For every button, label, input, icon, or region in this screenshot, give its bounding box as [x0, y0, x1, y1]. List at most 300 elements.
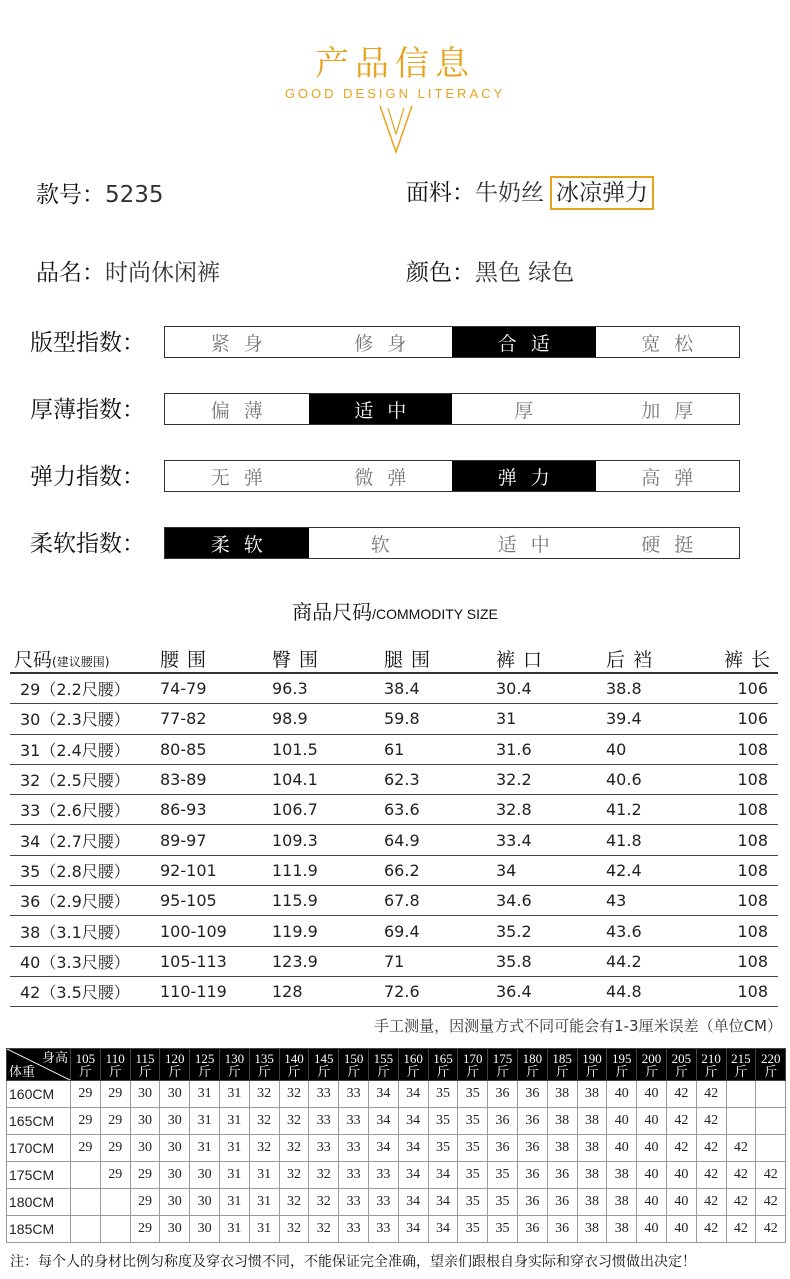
product-name: 品名：时尚休闲裤 — [36, 260, 220, 286]
size-recommendation — [71, 1189, 101, 1216]
size-cell: 62.3 — [384, 770, 420, 790]
size-recommendation — [100, 1189, 130, 1216]
size-cell: 71 — [384, 951, 405, 971]
size-cell: 95-105 — [160, 891, 217, 911]
size-recommendation: 34 — [398, 1216, 428, 1243]
size-cell: 96.3 — [272, 679, 308, 699]
size-recommendation: 31 — [249, 1162, 279, 1189]
weight-unit: 斤 — [734, 1063, 748, 1079]
weight-unit: 斤 — [615, 1063, 629, 1079]
index-option: 微弹 — [354, 466, 421, 489]
size-recommendation: 33 — [309, 1108, 339, 1135]
weight-unit: 斤 — [436, 1063, 450, 1079]
size-recommendation: 31 — [190, 1108, 220, 1135]
size-cell: 80-85 — [160, 739, 207, 759]
weight-value: 180 — [522, 1050, 543, 1066]
size-recommendation: 29 — [71, 1081, 101, 1108]
weight-value: 130 — [224, 1050, 245, 1066]
size-recommendation: 32 — [279, 1081, 309, 1108]
size-recommendation: 35 — [458, 1081, 488, 1108]
size-cell: 111.9 — [272, 860, 318, 880]
weight-value: 175 — [492, 1050, 513, 1066]
weight-value: 115 — [135, 1050, 155, 1066]
size-cell: 42.4 — [606, 860, 642, 880]
size-recommendation — [71, 1162, 101, 1189]
weight-unit: 斤 — [555, 1063, 569, 1079]
size-recommendation: 31 — [219, 1189, 249, 1216]
size-cell: 32.8 — [496, 800, 532, 820]
size-cell: 67.8 — [384, 891, 420, 911]
size-recommendation — [756, 1081, 786, 1108]
weight-unit: 斤 — [168, 1063, 182, 1079]
weight-unit: 斤 — [257, 1063, 271, 1079]
index-label: 弹力指数： — [30, 464, 145, 490]
size-recommendation: 36 — [488, 1135, 518, 1162]
weight-header — [756, 1049, 786, 1081]
height-label: 175CM — [7, 1162, 71, 1189]
size-cell: 34.6 — [496, 891, 532, 911]
size-recommendation: 29 — [100, 1162, 130, 1189]
size-recommendation: 40 — [607, 1135, 637, 1162]
size-cell: 32（2.5尺腰） — [20, 771, 130, 791]
weight-value: 185 — [552, 1050, 572, 1066]
height-label: 185CM — [7, 1216, 71, 1243]
size-row — [10, 765, 778, 795]
size-row — [10, 856, 778, 886]
size-table-title: 商品尺码/COMMODITY SIZE — [292, 600, 498, 624]
size-recommendation — [756, 1108, 786, 1135]
size-cell: 42（3.5尺腰） — [20, 983, 130, 1003]
size-recommendation: 30 — [190, 1162, 220, 1189]
size-cell: 66.2 — [384, 860, 420, 880]
size-recommendation: 30 — [160, 1162, 190, 1189]
index-option: 宽松 — [641, 332, 708, 355]
size-recommendation: 34 — [398, 1135, 428, 1162]
size-recommendation: 36 — [488, 1108, 518, 1135]
size-recommendation: 40 — [637, 1108, 667, 1135]
size-recommendation: 42 — [666, 1135, 696, 1162]
weight-header — [428, 1049, 458, 1081]
weight-value: 135 — [254, 1050, 274, 1066]
size-row — [10, 977, 778, 1007]
size-row — [10, 825, 778, 855]
size-recommendation: 36 — [517, 1081, 547, 1108]
weight-value: 120 — [165, 1050, 185, 1066]
product-colors: 颜色：黑色 绿色 — [406, 260, 575, 286]
size-recommendation: 33 — [368, 1189, 398, 1216]
size-recommendation: 38 — [547, 1135, 577, 1162]
weight-unit: 斤 — [198, 1063, 212, 1079]
height-row — [7, 1162, 786, 1189]
weight-unit: 斤 — [287, 1063, 301, 1079]
size-cell: 72.6 — [384, 982, 420, 1002]
size-recommendation: 35 — [428, 1081, 458, 1108]
size-cell: 38.8 — [606, 679, 642, 699]
size-cell: 36.4 — [496, 982, 532, 1002]
size-cell: 39.4 — [606, 709, 642, 729]
size-cell: 34 — [496, 860, 517, 880]
size-cell: 108 — [737, 830, 768, 850]
size-recommendation: 30 — [130, 1135, 160, 1162]
size-recommendation: 31 — [190, 1081, 220, 1108]
section-title: 产品信息 — [315, 44, 475, 84]
size-cell: 30（2.3尺腰） — [20, 710, 130, 730]
size-cell: 35.8 — [496, 951, 532, 971]
size-recommendation: 31 — [219, 1162, 249, 1189]
size-recommendation: 34 — [398, 1162, 428, 1189]
size-recommendation: 35 — [428, 1108, 458, 1135]
size-recommendation: 33 — [339, 1216, 369, 1243]
weight-value: 150 — [343, 1050, 364, 1066]
weight-header — [100, 1049, 130, 1081]
size-recommendation: 29 — [71, 1135, 101, 1162]
size-table — [10, 644, 778, 1007]
weight-header — [517, 1049, 547, 1081]
size-recommendation: 30 — [190, 1189, 220, 1216]
size-cell: 64.9 — [384, 830, 420, 850]
size-recommendation: 36 — [547, 1189, 577, 1216]
size-recommendation: 40 — [637, 1135, 667, 1162]
weight-value: 105 — [75, 1050, 96, 1066]
size-recommendation: 30 — [160, 1189, 190, 1216]
size-cell: 83-89 — [160, 770, 207, 790]
size-cell: 38（3.1尺腰） — [20, 922, 130, 942]
size-recommendation: 42 — [696, 1216, 726, 1243]
size-recommendation: 35 — [458, 1189, 488, 1216]
size-cell: 89-97 — [160, 830, 207, 850]
size-recommendation: 30 — [130, 1081, 160, 1108]
size-recommendation: 42 — [756, 1189, 786, 1216]
weight-header — [488, 1049, 518, 1081]
weight-value: 155 — [373, 1050, 394, 1066]
weight-unit: 斤 — [645, 1063, 659, 1079]
size-recommendation: 32 — [309, 1162, 339, 1189]
size-cell: 110-119 — [160, 982, 227, 1002]
size-row — [10, 735, 778, 765]
weight-value: 210 — [701, 1050, 721, 1066]
size-recommendation: 33 — [368, 1162, 398, 1189]
size-row — [10, 886, 778, 916]
size-recommendation: 29 — [100, 1081, 130, 1108]
size-recommendation: 31 — [190, 1135, 220, 1162]
size-cell: 108 — [737, 800, 768, 820]
size-recommendation: 38 — [607, 1189, 637, 1216]
weight-unit: 斤 — [138, 1063, 152, 1079]
size-recommendation: 35 — [458, 1135, 488, 1162]
size-recommendation: 35 — [458, 1162, 488, 1189]
style-number: 款号：5235 — [36, 182, 164, 208]
size-cell: 108 — [737, 770, 768, 790]
weight-header — [249, 1049, 279, 1081]
index-option-selected: 合适 — [452, 327, 596, 357]
size-recommendation: 40 — [637, 1081, 667, 1108]
weight-value: 140 — [284, 1050, 304, 1066]
index-scale — [164, 527, 740, 559]
size-row — [10, 947, 778, 977]
size-cell: 38.4 — [384, 679, 420, 699]
size-recommendation: 29 — [100, 1135, 130, 1162]
weight-unit: 斤 — [376, 1063, 390, 1079]
index-option-selected: 适中 — [309, 394, 453, 424]
weight-header — [190, 1049, 220, 1081]
weight-unit: 斤 — [108, 1063, 122, 1079]
size-cell: 123.9 — [272, 951, 318, 971]
height-row — [7, 1108, 786, 1135]
size-row — [10, 916, 778, 946]
size-cell: 36（2.9尺腰） — [20, 892, 130, 912]
size-recommendation: 34 — [398, 1081, 428, 1108]
index-label: 厚薄指数： — [30, 397, 145, 423]
measurement-note: 手工测量，因测量方式不同可能会有1-3厘米误差（单位CM） — [374, 1017, 782, 1035]
weight-value: 190 — [582, 1050, 602, 1066]
size-recommendation: 38 — [607, 1162, 637, 1189]
size-recommendation: 36 — [517, 1216, 547, 1243]
weight-value: 220 — [760, 1050, 781, 1066]
size-recommendation: 35 — [488, 1162, 518, 1189]
size-recommendation: 42 — [726, 1135, 756, 1162]
size-recommendation: 35 — [458, 1108, 488, 1135]
weight-unit: 斤 — [496, 1063, 510, 1079]
index-option: 紧身 — [210, 332, 277, 355]
weight-header — [71, 1049, 101, 1081]
height-label: 165CM — [7, 1108, 71, 1135]
size-recommendation: 29 — [71, 1108, 101, 1135]
size-cell: 41.2 — [606, 800, 642, 820]
weight-header — [368, 1049, 398, 1081]
size-recommendation: 35 — [488, 1189, 518, 1216]
size-recommendation: 42 — [696, 1108, 726, 1135]
size-recommendation: 30 — [130, 1108, 160, 1135]
size-cell: 128 — [272, 982, 303, 1002]
weight-unit: 斤 — [764, 1063, 778, 1079]
size-cell: 40（3.3尺腰） — [20, 952, 130, 972]
weight-value: 110 — [105, 1050, 125, 1066]
size-cell: 100-109 — [160, 921, 227, 941]
corner-weight-label: 体重 — [9, 1064, 36, 1079]
size-recommendation: 38 — [547, 1108, 577, 1135]
weight-header — [309, 1049, 339, 1081]
size-recommendation: 32 — [249, 1108, 279, 1135]
index-option: 硬挺 — [641, 533, 708, 556]
weight-header — [219, 1049, 249, 1081]
size-cell: 35（2.8尺腰） — [20, 861, 130, 881]
fabric: 面料：牛奶丝 冰凉弹力 — [406, 174, 654, 210]
size-recommendation: 42 — [726, 1162, 756, 1189]
size-recommendation: 42 — [756, 1162, 786, 1189]
size-recommendation — [71, 1216, 101, 1243]
size-recommendation: 40 — [637, 1162, 667, 1189]
index-scale — [164, 460, 740, 492]
size-cell: 108 — [737, 982, 768, 1002]
weight-value: 215 — [731, 1050, 751, 1066]
size-recommendation: 30 — [160, 1081, 190, 1108]
size-recommendation: 31 — [249, 1216, 279, 1243]
weight-value: 200 — [641, 1050, 662, 1066]
size-recommendation: 36 — [547, 1216, 577, 1243]
size-recommendation: 33 — [368, 1216, 398, 1243]
weight-unit: 斤 — [674, 1063, 688, 1079]
size-recommendation — [726, 1081, 756, 1108]
size-recommendation — [756, 1135, 786, 1162]
table-corner — [7, 1049, 71, 1081]
size-recommendation: 30 — [160, 1135, 190, 1162]
weight-height-table — [6, 1048, 786, 1243]
size-recommendation: 42 — [696, 1135, 726, 1162]
size-recommendation: 29 — [130, 1189, 160, 1216]
height-label: 160CM — [7, 1081, 71, 1108]
size-recommendation: 34 — [428, 1162, 458, 1189]
size-recommendation: 29 — [130, 1216, 160, 1243]
weight-value: 160 — [403, 1050, 423, 1066]
height-row — [7, 1189, 786, 1216]
weight-unit: 斤 — [347, 1063, 361, 1079]
size-recommendation: 34 — [368, 1081, 398, 1108]
size-cell: 61 — [384, 739, 405, 759]
height-label: 170CM — [7, 1135, 71, 1162]
size-recommendation: 32 — [249, 1135, 279, 1162]
size-recommendation: 32 — [279, 1135, 309, 1162]
index-option: 无弹 — [210, 466, 277, 489]
size-recommendation: 31 — [249, 1189, 279, 1216]
size-recommendation: 34 — [398, 1189, 428, 1216]
size-recommendation: 38 — [577, 1216, 607, 1243]
size-recommendation: 42 — [696, 1189, 726, 1216]
size-cell: 115.9 — [272, 891, 318, 911]
size-recommendation: 33 — [339, 1108, 369, 1135]
size-recommendation: 32 — [279, 1189, 309, 1216]
weight-value: 205 — [671, 1050, 692, 1066]
size-recommendation: 30 — [190, 1216, 220, 1243]
size-cell: 31（2.4尺腰） — [20, 740, 130, 760]
size-recommendation: 36 — [517, 1189, 547, 1216]
section-subtitle: GOOD DESIGN LITERACY — [284, 86, 506, 101]
size-cell: 108 — [737, 860, 768, 880]
size-cell: 40 — [606, 739, 627, 759]
height-row — [7, 1135, 786, 1162]
index-option: 加厚 — [641, 399, 708, 422]
size-cell: 31 — [496, 709, 517, 729]
size-recommendation: 33 — [339, 1135, 369, 1162]
size-recommendation: 42 — [666, 1108, 696, 1135]
size-cell: 33（2.6尺腰） — [20, 801, 130, 821]
size-cell: 44.8 — [606, 982, 642, 1002]
size-recommendation: 29 — [100, 1108, 130, 1135]
size-recommendation: 36 — [488, 1081, 518, 1108]
size-row — [10, 704, 778, 734]
index-scale — [164, 326, 740, 358]
weight-header — [607, 1049, 637, 1081]
weight-header — [666, 1049, 696, 1081]
size-cell: 43.6 — [606, 921, 642, 941]
size-recommendation: 29 — [130, 1162, 160, 1189]
size-recommendation: 42 — [726, 1189, 756, 1216]
size-recommendation: 34 — [398, 1108, 428, 1135]
size-cell: 101.5 — [272, 739, 318, 759]
size-recommendation: 34 — [368, 1108, 398, 1135]
size-cell: 105-113 — [160, 951, 227, 971]
size-recommendation: 40 — [666, 1189, 696, 1216]
weight-value: 145 — [314, 1050, 334, 1066]
weight-header — [339, 1049, 369, 1081]
weight-header — [696, 1049, 726, 1081]
size-cell: 44.2 — [606, 951, 642, 971]
weight-header — [398, 1049, 428, 1081]
size-cell: 29（2.2尺腰） — [20, 680, 130, 700]
size-recommendation: 42 — [726, 1216, 756, 1243]
size-cell: 86-93 — [160, 800, 207, 820]
size-recommendation: 38 — [577, 1189, 607, 1216]
size-recommendation: 34 — [428, 1189, 458, 1216]
size-recommendation: 32 — [279, 1108, 309, 1135]
size-recommendation: 40 — [666, 1162, 696, 1189]
weight-unit: 斤 — [406, 1063, 420, 1079]
weight-header — [130, 1049, 160, 1081]
weight-value: 195 — [611, 1050, 632, 1066]
size-recommendation: 40 — [637, 1216, 667, 1243]
height-row — [7, 1081, 786, 1108]
size-recommendation: 33 — [339, 1162, 369, 1189]
size-recommendation: 33 — [339, 1081, 369, 1108]
weight-unit: 斤 — [525, 1063, 539, 1079]
size-recommendation: 38 — [577, 1162, 607, 1189]
index-option: 修身 — [354, 332, 421, 355]
size-cell: 108 — [737, 951, 768, 971]
weight-header — [160, 1049, 190, 1081]
size-recommendation: 32 — [279, 1216, 309, 1243]
weight-header — [577, 1049, 607, 1081]
size-recommendation: 31 — [219, 1135, 249, 1162]
weight-unit: 斤 — [704, 1063, 718, 1079]
size-recommendation: 42 — [696, 1162, 726, 1189]
size-cell: 108 — [737, 921, 768, 941]
size-recommendation: 31 — [219, 1108, 249, 1135]
index-option: 偏薄 — [210, 399, 277, 422]
size-cell: 104.1 — [272, 770, 318, 790]
size-recommendation: 35 — [428, 1135, 458, 1162]
size-cell: 41.8 — [606, 830, 642, 850]
size-recommendation: 34 — [428, 1216, 458, 1243]
size-recommendation: 35 — [458, 1216, 488, 1243]
size-cell: 34（2.7尺腰） — [20, 831, 130, 851]
weight-header — [458, 1049, 488, 1081]
size-recommendation: 42 — [696, 1081, 726, 1108]
index-label: 柔软指数： — [30, 531, 145, 557]
weight-header — [637, 1049, 667, 1081]
size-cell: 35.2 — [496, 921, 532, 941]
size-recommendation: 42 — [666, 1081, 696, 1108]
size-recommendation: 38 — [547, 1081, 577, 1108]
weight-unit: 斤 — [78, 1063, 92, 1079]
size-row — [10, 674, 778, 704]
fabric-highlight: 冰凉弹力 — [550, 176, 654, 210]
size-cell: 32.2 — [496, 770, 532, 790]
weight-value: 165 — [433, 1050, 453, 1066]
size-recommendation — [100, 1216, 130, 1243]
size-cell: 69.4 — [384, 921, 420, 941]
weight-header — [726, 1049, 756, 1081]
size-cell: 106 — [737, 679, 768, 699]
size-cell: 92-101 — [160, 860, 217, 880]
size-recommendation: 38 — [607, 1216, 637, 1243]
size-cell: 77-82 — [160, 709, 207, 729]
index-option-selected: 柔软 — [165, 528, 309, 558]
index-option: 厚 — [514, 399, 548, 422]
weight-header — [547, 1049, 577, 1081]
size-recommendation: 33 — [309, 1135, 339, 1162]
size-recommendation: 32 — [249, 1081, 279, 1108]
size-cell: 119.9 — [272, 921, 318, 941]
size-recommendation: 34 — [368, 1135, 398, 1162]
